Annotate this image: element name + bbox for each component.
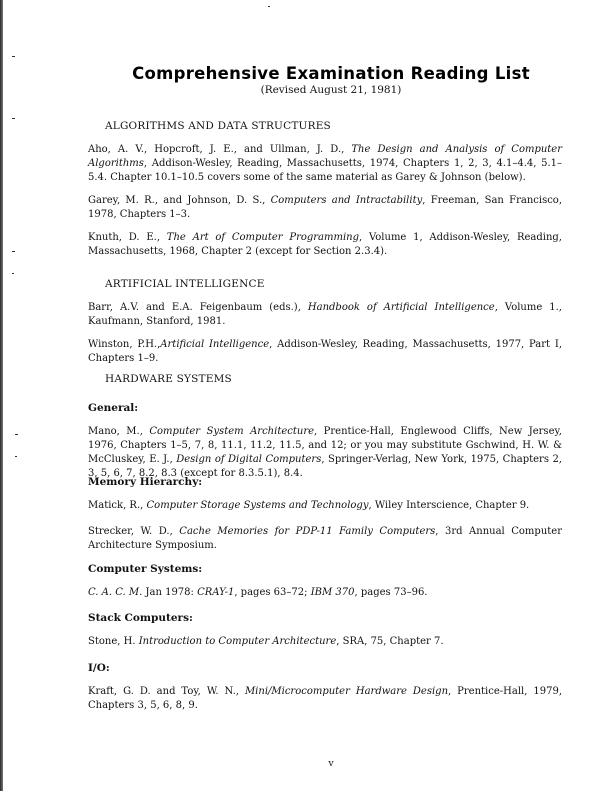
ref-details: , Addison-Wesley, Reading, Massachusetts, 1974, Chapters 1, 2, 3, 4.1–4.4, 5.1–5.4. Chapter 10.1–10.5 covers some of the same material as Garey & Johnson (below). [88,158,562,183]
reference-entry [88,586,562,600]
ref-details: , Addison-Wesley, Reading, Massachusetts, 1977, Part I, Chapters 1–9. [88,339,562,364]
ref-authors: Kraft, G. D. and Toy, W. N., [88,686,245,697]
reference-entry [88,685,562,713]
ref-title: Computers and Intractability [270,195,423,206]
ref-title: IBM 370 [310,587,355,598]
document-title: Comprehensive Examination Reading List [132,64,530,83]
reference-entry [88,194,562,222]
ref-title: C. A. C. M. [88,587,143,598]
ref-details: , Springer-Verlag, New York, 1975, Chapters 2, 3, 5, 6, 7, 8.2, 8.3 (except for 8.3.5.1), 8.4. [88,454,562,479]
scan-speck [15,434,18,435]
subheading-computer-systems: Computer Systems: [88,563,203,575]
ref-authors: Garey, M. R., and Johnson, D. S., [88,195,271,206]
ref-title: The Design and Analysis of Computer Algorithms [88,144,563,169]
scan-speck [12,273,14,274]
scan-edge-artifact [0,0,3,791]
ref-title: Handbook of Artificial Intelligence [307,302,495,313]
ref-details: Jan 1978: [142,587,198,598]
ref-title: Artificial Intelligence [160,339,270,350]
ref-title: Computer System Architecture [149,426,315,437]
section-heading-hardware: HARDWARE SYSTEMS [105,373,232,385]
ref-authors: Strecker, W. D., [88,526,180,537]
ref-authors: Barr, A.V. and E.A. Feigenbaum (eds.), [88,302,308,313]
reference-entry [88,338,562,366]
ref-authors: Knuth, D. E., [88,232,167,243]
page-number: v [328,758,334,769]
document-subtitle: (Revised August 21, 1981) [260,84,402,96]
subheading-stack-computers: Stack Computers: [88,612,193,624]
ref-title: The Art of Computer Programming [166,232,360,243]
ref-details: , pages 63–72; [234,587,311,598]
ref-details: , 3rd Annual Computer Architecture Symposium. [88,526,562,551]
subheading-general: General: [88,402,139,414]
ref-authors: Matick, R., [88,500,147,511]
ref-details: , Freeman, San Francisco, 1978, Chapters 1–3. [88,195,563,220]
ref-title: Design of Digital Computers [176,454,322,465]
ref-title: CRAY-1 [197,587,235,598]
reference-entry [88,499,562,513]
reference-entry [88,301,562,329]
subheading-io: I/O: [88,662,110,674]
subheading-memory-hierarchy: Memory Hierarchy: [88,476,203,488]
section-heading-ai: ARTIFICIAL INTELLIGENCE [105,278,265,290]
scan-speck [12,251,15,252]
reference-entry [88,635,562,649]
ref-details: , Volume 1, Addison-Wesley, Reading, Massachusetts, 1968, Chapter 2 (except for Section 2.3.4). [88,232,562,257]
ref-authors: Mano, M., [88,426,150,437]
ref-authors: Aho, A. V., Hopcroft, J. E., and Ullman, J. D., [88,144,352,155]
reference-entry [88,525,562,553]
reference-entry [88,425,562,481]
ref-details: , Prentice-Hall, Englewood Cliffs, New Jersey, 1976, Chapters 1–5, 7, 8, 11.1, 11.2, 11.5, and 12; or you may substitute Gschwind, H. W. & McCluskey, E. J., [88,426,562,465]
ref-details: , Wiley Interscience, Chapter 9. [368,500,530,511]
ref-details: , pages 73–96. [354,587,428,598]
ref-authors: Winston, P.H., [88,339,161,350]
ref-details: , Volume 1., Kaufmann, Stanford, 1981. [88,302,562,327]
ref-authors: Stone, H. [88,636,139,647]
reference-entry [88,143,562,185]
ref-title: Cache Memories for PDP-11 Family Computers [179,526,436,537]
scan-speck [15,456,17,457]
reference-entry [88,231,562,259]
ref-details: , SRA, 75, Chapter 7. [336,636,444,647]
scan-speck [268,6,270,7]
ref-title: Introduction to Computer Architecture [138,636,337,647]
section-heading-algorithms: ALGORITHMS AND DATA STRUCTURES [105,120,331,132]
ref-title: Computer Storage Systems and Technology [146,500,369,511]
ref-details: , Prentice-Hall, 1979, Chapters 3, 5, 6, 8, 9. [88,686,562,711]
ref-title: Mini/Microcomputer Hardware Design [244,686,449,697]
scan-speck [12,118,15,119]
scan-speck [12,56,15,57]
